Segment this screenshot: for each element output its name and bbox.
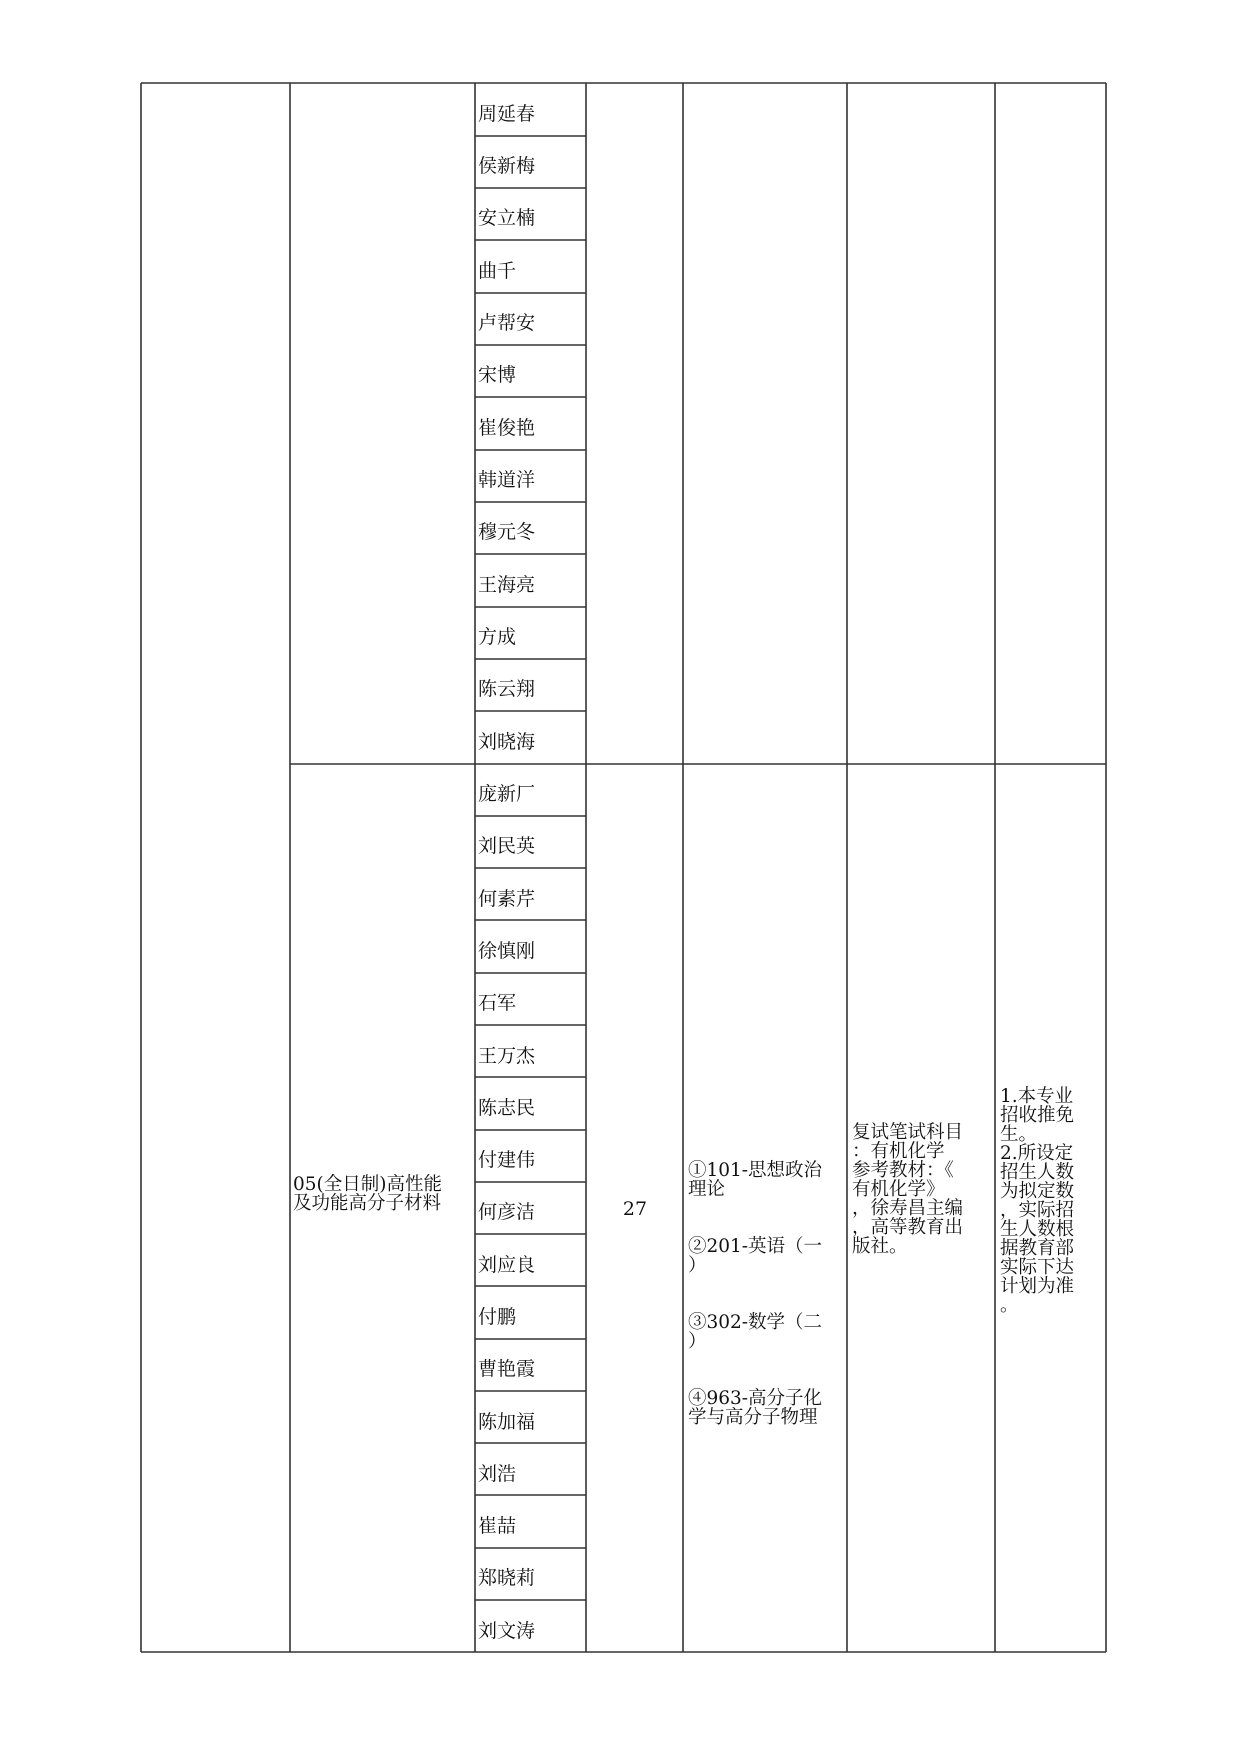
advisor-name: 王万杰 bbox=[478, 1045, 536, 1067]
research-direction: 05(全日制)高性能 及功能高分子材料 bbox=[293, 1174, 442, 1214]
advisor-name: 郑晓莉 bbox=[478, 1567, 536, 1589]
advisor-name: 何彦洁 bbox=[478, 1201, 536, 1223]
advisor-name: 方成 bbox=[478, 626, 517, 648]
advisor-name: 刘应良 bbox=[478, 1254, 536, 1276]
exam-subject: ④963-高分子化 学与高分子物理 bbox=[688, 1388, 823, 1428]
advisor-name: 安立楠 bbox=[478, 207, 536, 229]
advisor-name: 韩道洋 bbox=[478, 469, 536, 491]
advisor-name: 陈云翔 bbox=[478, 678, 536, 700]
advisor-name: 徐慎刚 bbox=[478, 940, 536, 962]
advisor-name: 何素芹 bbox=[478, 888, 536, 910]
advisor-name: 王海亮 bbox=[478, 574, 536, 596]
remarks: 1.本专业 招收推免 生。 2.所设定 招生人数 为拟定数 ，实际招 生人数根 据教育部 实际下达 计划为准 。 bbox=[1000, 1086, 1075, 1316]
advisor-name: 付建伟 bbox=[478, 1149, 536, 1171]
advisor-name: 卢帮安 bbox=[478, 312, 536, 334]
exam-subject: ③302-数学（二 ） bbox=[688, 1312, 823, 1352]
advisor-name: 陈加福 bbox=[478, 1411, 536, 1433]
exam-subject: ②201-英语（一 ） bbox=[688, 1236, 823, 1276]
advisor-name: 庞新厂 bbox=[478, 783, 536, 805]
advisor-name: 刘浩 bbox=[478, 1463, 517, 1485]
advisor-name: 付鹏 bbox=[478, 1306, 517, 1328]
advisor-name: 刘晓海 bbox=[478, 731, 536, 753]
advisor-name: 陈志民 bbox=[478, 1097, 536, 1119]
advisor-name: 刘民英 bbox=[478, 835, 536, 857]
advisor-name: 宋博 bbox=[478, 364, 517, 386]
retest-info: 复试笔试科目 ：有机化学 参考教材：《 有机化学》 ，徐寿昌主编 ，高等教育出 版社。 bbox=[852, 1122, 964, 1257]
advisor-name: 曹艳霞 bbox=[478, 1358, 536, 1380]
exam-subjects bbox=[688, 1123, 848, 1465]
advisor-name: 石军 bbox=[478, 992, 517, 1014]
advisor-name: 崔喆 bbox=[478, 1515, 517, 1537]
enrollment-count: 27 bbox=[622, 1198, 648, 1220]
advisor-name: 侯新梅 bbox=[478, 155, 536, 177]
advisor-name: 周延春 bbox=[478, 103, 536, 125]
advisor-name: 崔俊艳 bbox=[478, 417, 536, 439]
advisor-name: 穆元冬 bbox=[478, 521, 536, 543]
exam-subject: ①101-思想政治 理论 bbox=[688, 1160, 823, 1200]
advisor-name: 曲千 bbox=[478, 260, 517, 282]
advisor-name: 刘文涛 bbox=[478, 1620, 536, 1642]
